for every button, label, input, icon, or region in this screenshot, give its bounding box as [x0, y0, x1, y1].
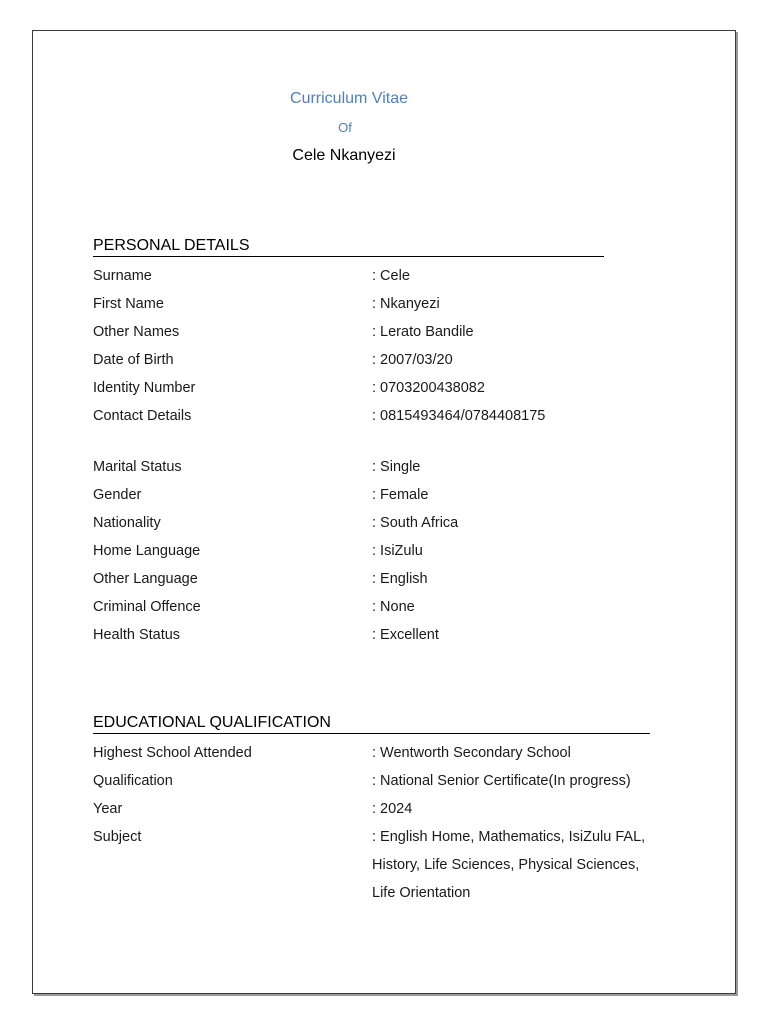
row-value: : 0815493464/0784408175	[372, 408, 546, 424]
personal-details-heading: PERSONAL DETAILS	[93, 237, 250, 254]
row-value: : 2007/03/20	[372, 352, 453, 368]
row-label: Qualification	[93, 773, 173, 789]
row-value: : English Home, Mathematics, IsiZulu FAL,	[372, 829, 646, 845]
document-title: Curriculum Vitae	[290, 90, 408, 107]
row-value: : 0703200438082	[372, 380, 485, 396]
row-value: : Nkanyezi	[372, 296, 440, 312]
row-label: Gender	[93, 487, 142, 503]
row-label: Surname	[93, 268, 152, 284]
row-label: Marital Status	[93, 459, 182, 475]
row-label: Date of Birth	[93, 352, 174, 368]
subject-continuation-line: History, Life Sciences, Physical Sciences,	[372, 857, 640, 873]
row-label: Health Status	[93, 627, 181, 643]
row-value: : Female	[372, 487, 429, 503]
candidate-name: Cele Nkanyezi	[292, 147, 396, 164]
row-value: : English	[372, 571, 428, 587]
personal-details-rule	[93, 256, 604, 257]
education-rule	[93, 733, 650, 734]
row-value: : IsiZulu	[372, 543, 423, 559]
row-value: : South Africa	[372, 515, 459, 531]
row-label: Subject	[93, 829, 142, 845]
page-border	[32, 30, 736, 994]
education-heading: EDUCATIONAL QUALIFICATION	[93, 714, 331, 731]
row-value: : Cele	[372, 268, 410, 284]
row-value: : National Senior Certificate(In progress)	[372, 773, 631, 789]
row-label: Highest School Attended	[93, 745, 252, 761]
subject-continuation-line: Life Orientation	[372, 885, 471, 901]
row-label: First Name	[93, 296, 164, 312]
row-value: : 2024	[372, 801, 413, 817]
row-label: Other Language	[93, 571, 198, 587]
row-value: : Lerato Bandile	[372, 324, 474, 340]
row-label: Home Language	[93, 543, 201, 559]
row-label: Nationality	[93, 515, 161, 531]
row-label: Identity Number	[93, 380, 196, 396]
row-value: : Single	[372, 459, 421, 475]
row-label: Year	[93, 801, 123, 817]
row-value: : Excellent	[372, 627, 439, 643]
row-label: Contact Details	[93, 408, 192, 424]
row-value: : Wentworth Secondary School	[372, 745, 571, 761]
row-label: Criminal Offence	[93, 599, 201, 615]
row-label: Other Names	[93, 324, 180, 340]
row-value: : None	[372, 599, 415, 615]
title-of: Of	[338, 120, 352, 135]
